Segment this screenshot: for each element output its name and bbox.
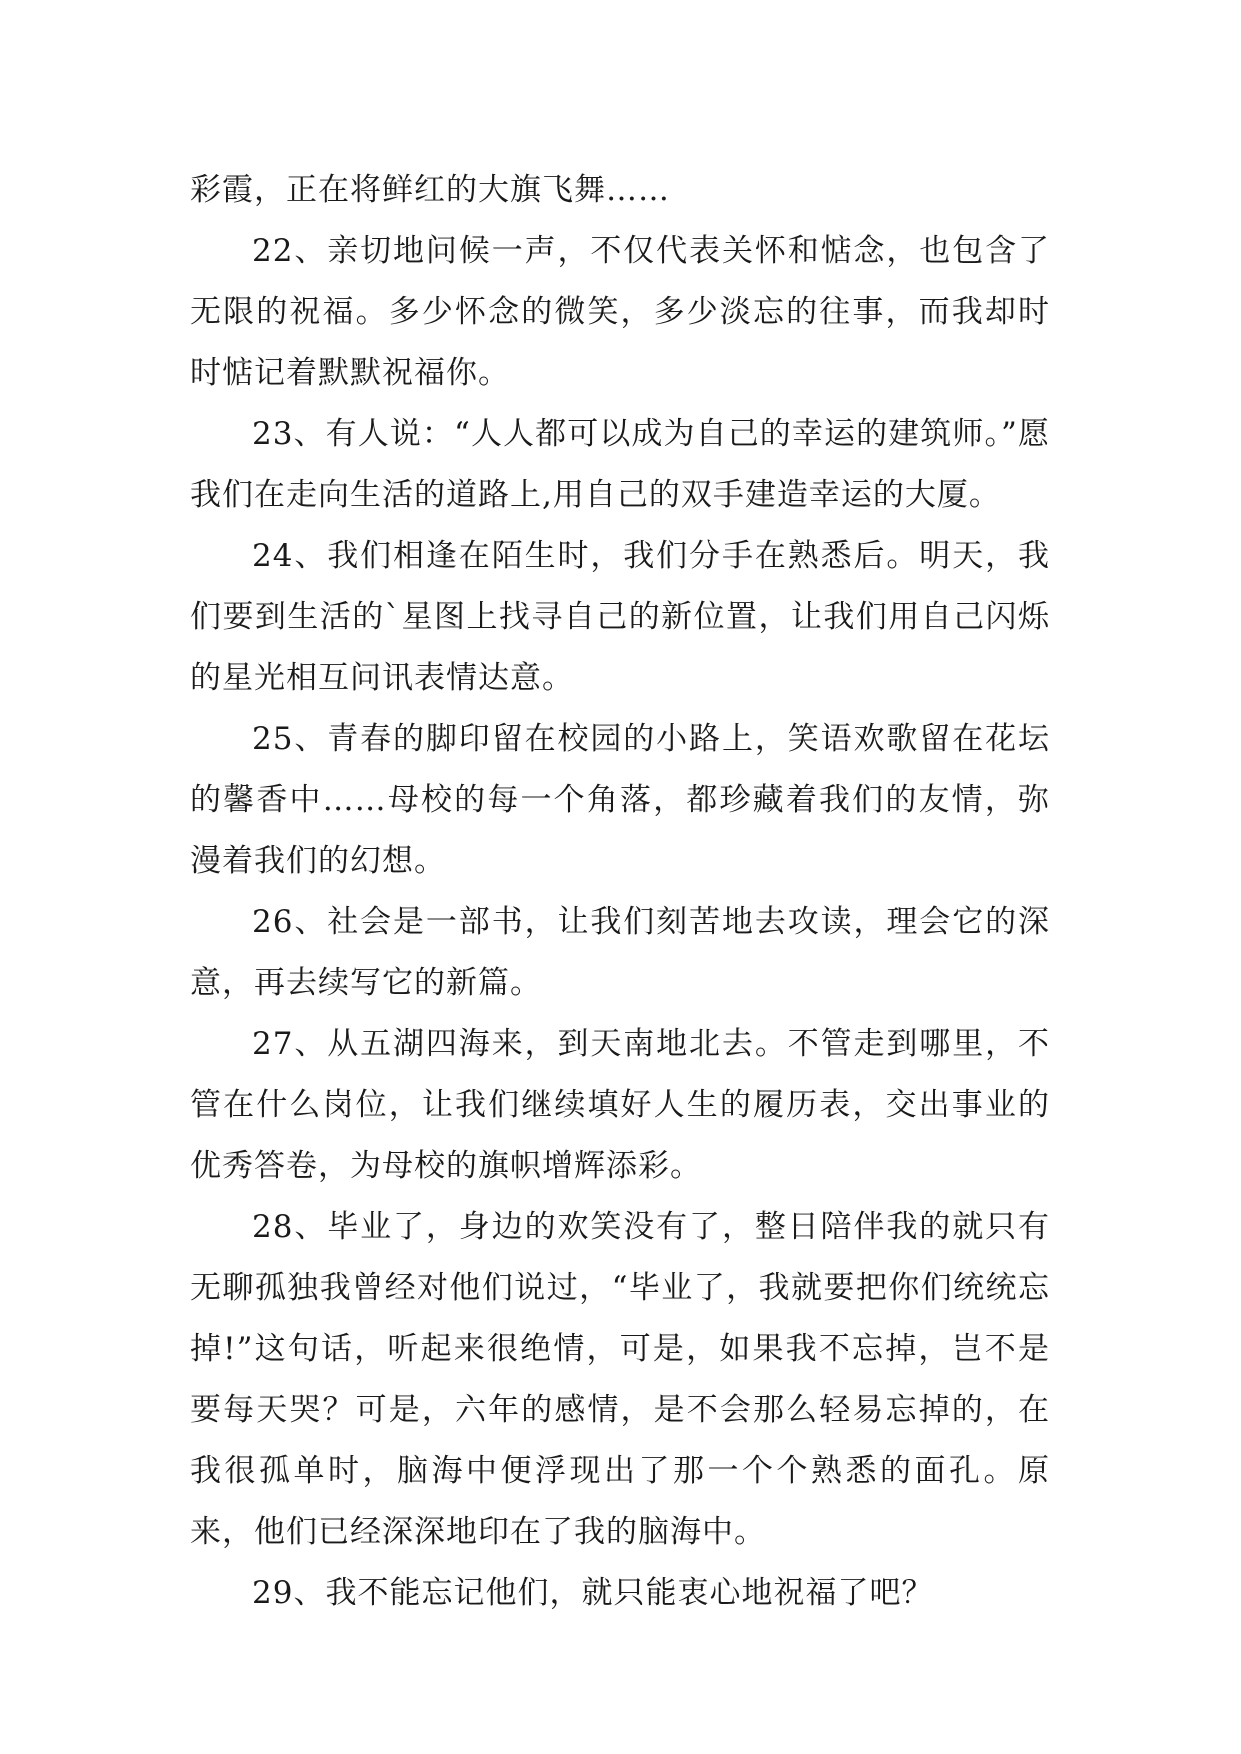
paragraph-continuation: 彩霞，正在将鲜红的大旗飞舞…… <box>190 172 670 208</box>
paragraph-24: 24、我们相逢在陌生时，我们分手在熟悉后。明天，我们要到生活的`星图上找寻自己的新位置，让我们用自己闪烁的星光相互问讯表情达意。 <box>190 538 1050 696</box>
paragraph-23: 23、有人说：“人人都可以成为自己的幸运的建筑师。”愿我们在走向生活的道路上,用自己的双手建造幸运的大厦。 <box>190 416 1050 513</box>
paragraph-25: 25、青春的脚印留在校园的小路上，笑语欢歌留在花坛的馨香中……母校的每一个角落，都珍藏着我们的友情，弥漫着我们的幻想。 <box>190 721 1050 879</box>
paragraph-27: 27、从五湖四海来，到天南地北去。不管走到哪里，不管在什么岗位，让我们继续填好人生的履历表，交出事业的优秀答卷，为母校的旗帜增辉添彩。 <box>190 1026 1050 1184</box>
paragraph-26: 26、社会是一部书，让我们刻苦地去攻读，理会它的深意，再去续写它的新篇。 <box>190 904 1050 1001</box>
paragraph-22: 22、亲切地问候一声，不仅代表关怀和惦念，也包含了无限的祝福。多少怀念的微笑，多少淡忘的往事，而我却时时惦记着默默祝福你。 <box>190 233 1050 391</box>
paragraph-29: 29、我不能忘记他们，就只能衷心地祝福了吧？ <box>252 1575 934 1611</box>
paragraph-28: 28、毕业了，身边的欢笑没有了，整日陪伴我的就只有无聊孤独我曾经对他们说过，“毕业了，我就要把你们统统忘掉!”这句话，听起来很绝情，可是，如果我不忘掉，岂不是要每天哭？可是，六年的感情，是不会那么轻易忘掉的，在我很孤单时，脑海中便浮现出了那一个个熟悉的面孔。原来，他们已经深深地印在了我的脑海中。 <box>190 1209 1050 1550</box>
document-body <box>190 160 1050 1624</box>
